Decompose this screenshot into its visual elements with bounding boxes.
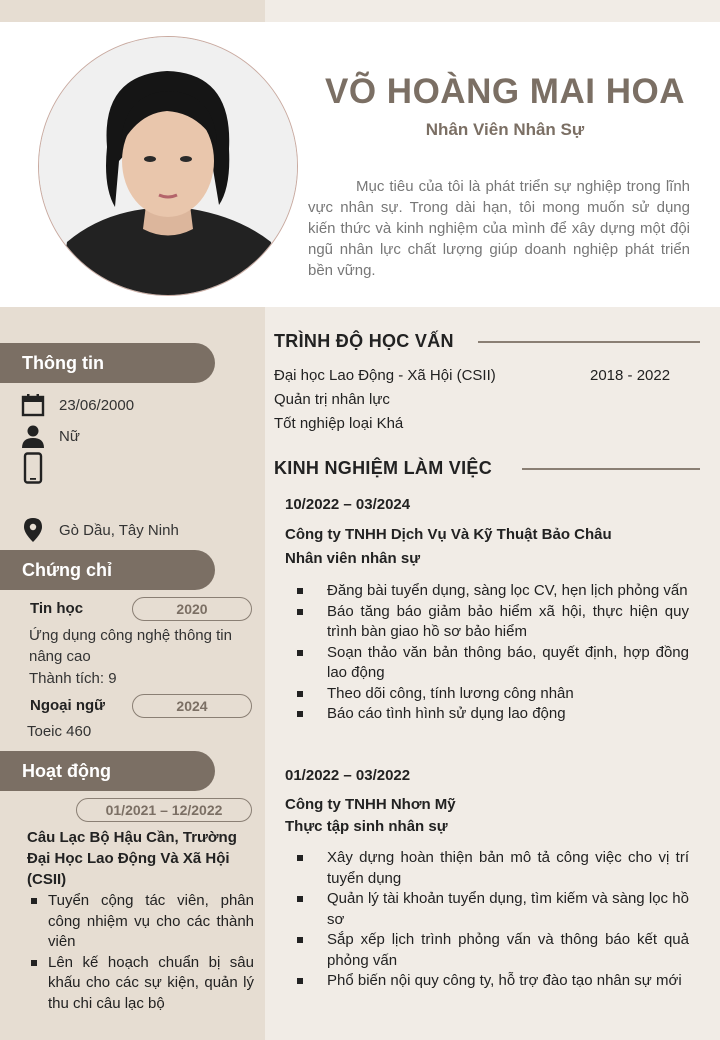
info-address-row	[20, 517, 179, 543]
job-2-company: Công ty TNHH Nhơn Mỹ	[285, 796, 456, 813]
phone-icon	[20, 452, 46, 484]
section-activities-title: Hoạt động	[0, 751, 215, 791]
cert-it-name: Tin học	[30, 600, 84, 617]
list-item: Quản lý tài khoản tuyển dụng, tìm kiếm và sàng lọc hồ sơ	[297, 889, 689, 930]
list-item: Soạn thảo văn bản thông báo, quyết định, hợp đồng lao động	[297, 643, 689, 684]
section-experience-title: KINH NGHIỆM LÀM VIỆC	[274, 458, 493, 478]
section-certificates-title: Chứng chỉ	[0, 550, 215, 590]
info-gender: Nữ	[59, 427, 80, 445]
info-birthday-row	[20, 392, 134, 418]
candidate-name: VÕ HOÀNG MAI HOA	[325, 72, 685, 111]
list-item: Lên kế hoạch chuẩn bị sâu khấu cho các sự kiện, quản lý thu chi câu lạc bộ	[28, 953, 254, 1015]
activity-organization: Câu Lạc Bộ Hậu Cần, Trường Đại Học Lao Động Và Xã Hội (CSII)	[27, 829, 237, 888]
education-grade: Tốt nghiệp loại Khá	[274, 415, 404, 432]
section-divider	[522, 468, 700, 470]
info-birthday: 23/06/2000	[59, 396, 135, 414]
list-item: Tuyển cộng tác viên, phân công nhiệm vụ cho các thành viên	[28, 891, 254, 953]
education-school: Đại học Lao Động - Xã Hội (CSII)	[274, 367, 496, 384]
cert-language-name: Ngoại ngữ	[30, 697, 106, 714]
list-item: Phổ biến nội quy công ty, hỗ trợ đào tạo nhân sự mới	[297, 971, 689, 992]
job-1-period: 10/2022 – 03/2024	[285, 496, 411, 513]
education-years: 2018 - 2022	[590, 367, 671, 384]
info-address: Gò Dầu, Tây Ninh	[59, 521, 179, 539]
section-education-title: TRÌNH ĐỘ HỌC VẤN	[274, 331, 454, 351]
job-1-company: Công ty TNHH Dịch Vụ Và Kỹ Thuật Bảo Châu	[285, 526, 612, 543]
location-pin-icon	[20, 517, 46, 543]
info-gender-row	[20, 423, 80, 449]
person-icon	[20, 423, 46, 449]
section-info-title: Thông tin	[0, 343, 215, 383]
profile-photo-illustration	[39, 37, 297, 295]
cert-it-desc: Ứng dụng công nghệ thông tin nâng cao	[29, 627, 232, 665]
cert-it-score: Thành tích: 9	[29, 670, 117, 687]
cert-language-desc: Toeic 460	[27, 723, 92, 740]
career-objective: Mục tiêu của tôi là phát triển sự nghiệp trong lĩnh vực nhân sự. Trong dài hạn, tôi mong muốn sử dụng kiến thức và kinh nghiệm của mình để xây dựng một đội ngũ nhân lực chất lượng giúp doanh nghiệp phát triển bền vững.	[308, 178, 690, 279]
section-divider	[478, 341, 700, 343]
list-item: Theo dõi công, tính lương công nhân	[297, 684, 689, 705]
activity-period: 01/2021 – 12/2022	[76, 798, 252, 822]
list-item: Báo tăng báo giảm bảo hiểm xã hội, thực hiện quy trình bàn giao hồ sơ bảo hiểm	[297, 602, 689, 643]
job-2-position: Thực tập sinh nhân sự	[285, 818, 448, 835]
list-item: Đăng bài tuyển dụng, sàng lọc CV, hẹn lịch phỏng vấn	[297, 581, 689, 602]
job-1-position: Nhân viên nhân sự	[285, 550, 421, 567]
activity-bullets	[28, 891, 254, 1014]
info-phone-row	[20, 452, 59, 484]
job-1-tasks	[297, 581, 689, 725]
list-item: Báo cáo tình hình sử dụng lao động	[297, 704, 689, 725]
list-item: Xây dựng hoàn thiện bản mô tả công việc cho vị trí tuyển dụng	[297, 848, 689, 889]
list-item: Sắp xếp lịch trình phỏng vấn và thông báo kết quả phỏng vấn	[297, 930, 689, 971]
candidate-role: Nhân Viên Nhân Sự	[425, 120, 585, 139]
calendar-icon	[20, 392, 46, 418]
education-major: Quản trị nhân lực	[274, 391, 390, 408]
job-2-period: 01/2022 – 03/2022	[285, 767, 411, 784]
job-2-tasks	[297, 848, 689, 992]
profile-photo	[38, 36, 298, 296]
cert-language-year: 2024	[132, 694, 252, 718]
cert-it-year: 2020	[132, 597, 252, 621]
